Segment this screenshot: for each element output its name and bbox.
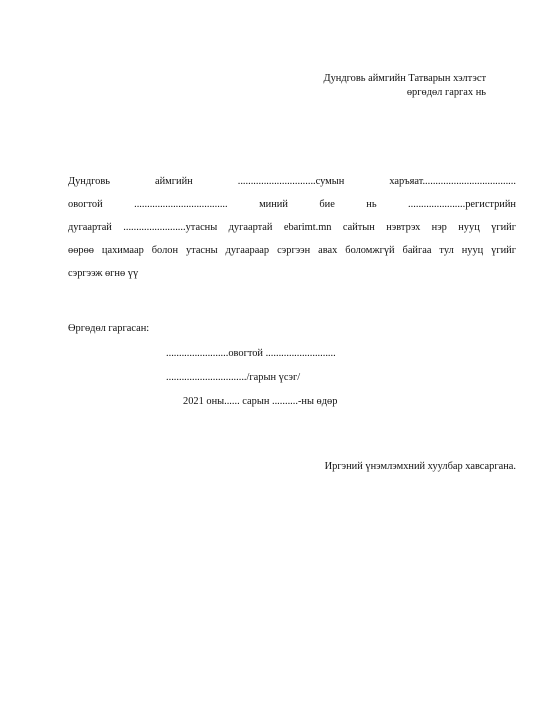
body-word: нууц [458,222,480,233]
body-word: нууц [461,245,484,256]
body-word: дугаартай [68,222,112,233]
body-word: нэвтрэх [386,222,421,233]
body-word: .................................... [134,199,228,210]
body-word: ebarimt.mn [283,222,332,233]
body-word: овогтой [68,199,103,210]
body-word: ........................утасны [123,222,218,233]
body-word: дугаартай [228,222,273,233]
body-word: болон [151,245,179,256]
body-word: бие [319,199,335,210]
body-word: ..............................сумын [237,176,345,187]
body-line-5: сэргээж өгнө үү [68,268,139,279]
body-line-3 [68,216,516,239]
body-word: харъяат.................................... [389,176,516,187]
body-word: миний [259,199,288,210]
body-line-4 [68,239,516,262]
body-word: нэр [431,222,447,233]
attachment-note: Иргэний үнэмлэмхний хуулбар хавсаргана. [324,461,516,472]
signature-line: .............................../гарын үсэг/ [166,372,301,383]
body-word: авах [318,245,338,256]
body-word: дугаараар [225,245,270,256]
application-body [68,170,516,285]
body-word: байгаа [402,245,432,256]
body-word: Дундговь [68,176,110,187]
addressee-line: Дундговь аймгийн Татварын хэлтэст [323,73,486,84]
body-word: цахимаар [101,245,144,256]
addressee-header [324,72,486,100]
body-word: үгийг [491,222,516,233]
body-word: боломжгүй [345,245,395,256]
body-word: үгийг [491,245,516,256]
body-word: тул [439,245,454,256]
body-word: нь [366,199,377,210]
applicant-name-line: ........................овогтой ........................... [166,348,336,359]
body-word: утасны [185,245,218,256]
document-title: өргөдөл гаргах нь [406,87,486,98]
body-line-2 [68,193,516,216]
body-word: аймгийн [155,176,193,187]
body-word: сэргээн [277,245,311,256]
body-word: өөрөө [68,245,94,256]
body-word: сайтын [342,222,375,233]
applicant-label: Өргөдөл гаргасан: [68,323,150,334]
date-line: 2021 оны...... сарын ..........-ны өдөр [183,396,338,407]
body-line-1 [68,170,516,193]
body-word: ......................регистрийн [408,199,516,210]
